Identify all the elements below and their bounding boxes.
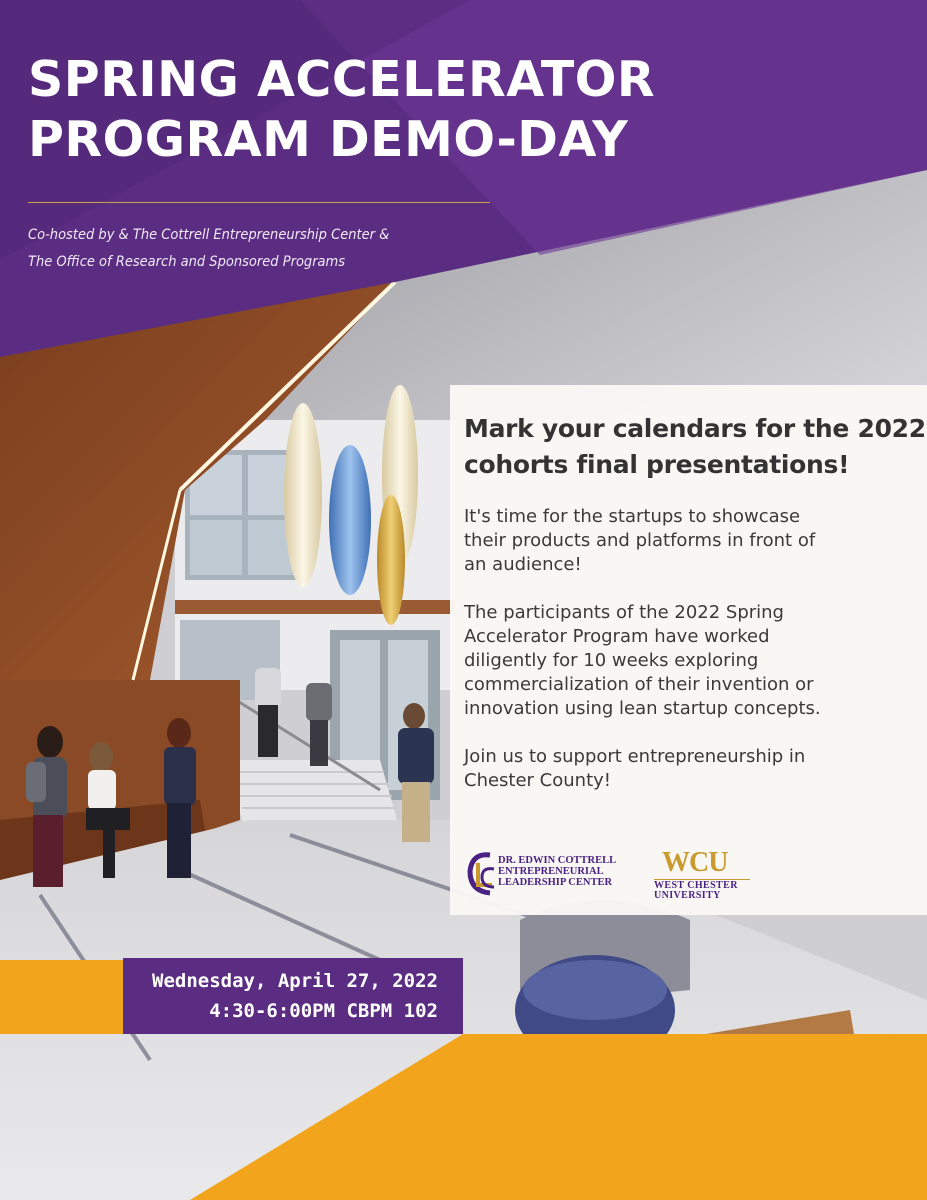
- celc-wordmark: [498, 855, 616, 888]
- paragraph-intro: [464, 505, 913, 577]
- paragraph-line: an audience!: [464, 554, 582, 575]
- title-line: PROGRAM DEMO-DAY: [28, 111, 629, 168]
- heading-line: Mark your calendars for the 2022: [464, 414, 926, 443]
- title-line: SPRING ACCELERATOR: [28, 51, 656, 108]
- paragraph-line: diligently for 10 weeks exploring: [464, 650, 759, 671]
- cohost-line: The Office of Research and Sponsored Programs: [28, 254, 346, 270]
- title-divider: [28, 202, 490, 203]
- celc-line: ENTREPRENEURIAL: [498, 866, 604, 877]
- paragraph-line: Accelerator Program have worked: [464, 626, 770, 647]
- wcu-wordmark: [654, 881, 738, 901]
- event-time-location: 4:30-6:00PM CBPM 102: [209, 1000, 438, 1022]
- heading-line: cohorts final presentations!: [464, 450, 850, 479]
- info-panel: [450, 385, 927, 915]
- paragraph-line: commercialization of their invention or: [464, 674, 814, 695]
- celc-monogram-icon: [464, 849, 496, 899]
- paragraph-line: innovation using lean startup concepts.: [464, 698, 821, 719]
- cohost-line: Co-hosted by & The Cottrell Entrepreneurship Center &: [28, 227, 390, 243]
- paragraph-line: The participants of the 2022 Spring: [464, 602, 784, 623]
- event-date-box: [123, 958, 463, 1034]
- wcu-mark: WCU: [662, 847, 728, 878]
- event-date: Wednesday, April 27, 2022: [152, 970, 438, 992]
- celc-logo: [464, 847, 624, 903]
- wcu-logo: [654, 849, 764, 901]
- paragraph-line: Chester County!: [464, 770, 612, 791]
- paragraph-join: [464, 745, 913, 793]
- paragraph-line: their products and platforms in front of: [464, 530, 816, 551]
- wcu-line: WEST CHESTER: [654, 880, 738, 891]
- cohost-text: [28, 222, 389, 276]
- sponsor-logos: [464, 847, 914, 907]
- paragraph-line: Join us to support entrepreneurship in: [464, 746, 806, 767]
- paragraph-line: It's time for the startups to showcase: [464, 506, 801, 527]
- wcu-line: UNIVERSITY: [654, 890, 721, 901]
- event-title: [28, 50, 655, 170]
- celc-line: LEADERSHIP CENTER: [498, 877, 613, 888]
- celc-line: DR. EDWIN COTTRELL: [498, 855, 617, 866]
- paragraph-participants: [464, 601, 913, 721]
- panel-heading: [464, 411, 926, 483]
